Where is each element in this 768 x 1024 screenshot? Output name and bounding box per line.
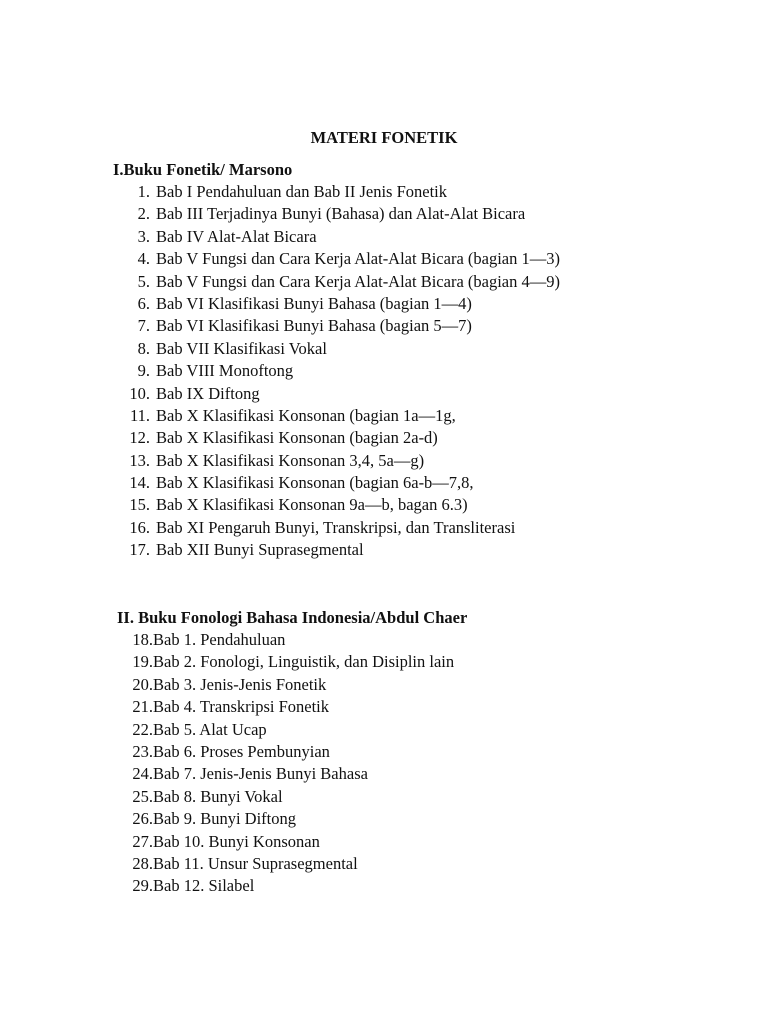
list-item-text: Bab VIII Monoftong — [156, 361, 294, 381]
list-item — [119, 629, 454, 651]
list-item — [126, 427, 560, 449]
list-item — [126, 338, 560, 360]
list-item-text: Bab VI Klasifikasi Bunyi Bahasa (bagian 5—7) — [156, 316, 472, 336]
list-item — [126, 517, 560, 539]
section-1-heading: I.Buku Fonetik/ Marsono — [113, 160, 293, 179]
list-item-text: Bab IX Diftong — [156, 383, 260, 403]
list-item-text: Bab X Klasifikasi Konsonan 3,4, 5a—g) — [156, 450, 425, 470]
list-item-text: Bab 6. Proses Pembunyian — [153, 741, 330, 761]
list-item — [126, 383, 560, 405]
list-item-number: 27. — [132, 831, 153, 851]
list-item-text: Bab 2. Fonologi, Linguistik, dan Disiplin lain — [153, 652, 455, 672]
list-item — [119, 875, 454, 897]
list-item — [126, 539, 560, 561]
list-item — [126, 494, 560, 516]
list-item-number: 18. — [132, 630, 153, 649]
list-item-text: Bab V Fungsi dan Cara Kerja Alat-Alat Bicara (bagian 4—9) — [156, 271, 560, 291]
list-item — [126, 248, 560, 270]
list-item-text: Bab X Klasifikasi Konsonan (bagian 1a—1g, — [156, 405, 456, 425]
list-item-text: Bab 7. Jenis-Jenis Bunyi Bahasa — [153, 764, 368, 784]
list-item-text: Bab 5. Alat Ucap — [153, 719, 267, 739]
list-item — [119, 696, 454, 718]
list-item — [126, 315, 560, 337]
section-1-list — [126, 181, 560, 562]
list-item — [119, 808, 454, 830]
list-item-number: 13. — [129, 450, 150, 470]
list-item-number: 11. — [129, 405, 150, 425]
list-item-number: 4. — [137, 249, 150, 269]
list-item-number: 17. — [129, 540, 150, 560]
list-item — [119, 786, 454, 808]
list-item-text: Bab 3. Jenis-Jenis Fonetik — [153, 674, 327, 694]
list-item-text: Bab X Klasifikasi Konsonan (bagian 6a-b—7,8, — [156, 473, 474, 493]
list-item — [126, 360, 560, 382]
list-item-text: Bab 10. Bunyi Konsonan — [153, 831, 320, 851]
list-item-text: Bab X Klasifikasi Konsonan 9a—b, bagan 6.3) — [156, 495, 468, 515]
page-title: MATERI FONETIK — [310, 128, 458, 147]
section-2-heading: II. Buku Fonologi Bahasa Indonesia/Abdul Chaer — [117, 608, 468, 627]
list-item-text: Bab 1. Pendahuluan — [153, 630, 286, 649]
list-item — [119, 831, 454, 853]
list-item — [126, 405, 560, 427]
list-item-number: 12. — [129, 428, 150, 448]
list-item-text: Bab VI Klasifikasi Bunyi Bahasa (bagian 1—4) — [156, 293, 472, 313]
section-2-list — [119, 629, 454, 898]
list-item — [119, 853, 454, 875]
list-item-number: 8. — [137, 338, 150, 358]
list-item — [119, 651, 454, 673]
list-item-number: 6. — [137, 293, 150, 313]
list-item-text: Bab XII Bunyi Suprasegmental — [156, 540, 364, 560]
list-item — [119, 674, 454, 696]
list-item-number: 3. — [137, 226, 150, 246]
list-item-number: 5. — [137, 271, 150, 291]
list-item-number: 7. — [137, 316, 150, 336]
list-item-number: 16. — [129, 517, 150, 537]
list-item-text: Bab VII Klasifikasi Vokal — [156, 338, 327, 358]
list-item-number: 21. — [132, 697, 153, 717]
list-item-number: 10. — [129, 383, 150, 403]
list-item-number: 28. — [132, 853, 153, 873]
list-item-text: Bab 8. Bunyi Vokal — [153, 786, 283, 806]
list-item-text: Bab III Terjadinya Bunyi (Bahasa) dan Alat-Alat Bicara — [156, 204, 526, 224]
list-item-number: 24. — [132, 764, 153, 784]
list-item-text: Bab X Klasifikasi Konsonan (bagian 2a-d) — [156, 428, 438, 448]
list-item-number: 19. — [132, 652, 153, 672]
list-item — [126, 181, 560, 203]
list-item-text: Bab V Fungsi dan Cara Kerja Alat-Alat Bicara (bagian 1—3) — [156, 249, 560, 269]
list-item — [126, 472, 560, 494]
list-item-number: 22. — [132, 719, 153, 739]
list-item-text: Bab XI Pengaruh Bunyi, Transkripsi, dan Transliterasi — [156, 517, 516, 537]
list-item — [126, 226, 560, 248]
list-item-text: Bab 9. Bunyi Diftong — [153, 809, 296, 829]
list-item-text: Bab 4. Transkripsi Fonetik — [153, 697, 330, 717]
list-item-number: 20. — [132, 674, 153, 694]
list-item-text: Bab 12. Silabel — [153, 876, 255, 896]
list-item — [126, 450, 560, 472]
list-item-number: 23. — [132, 741, 153, 761]
list-item-number: 2. — [137, 204, 150, 224]
list-item-number: 1. — [137, 182, 150, 201]
list-item-number: 26. — [132, 809, 153, 829]
list-item-text: Bab IV Alat-Alat Bicara — [156, 226, 317, 246]
list-item — [126, 293, 560, 315]
list-item-number: 15. — [129, 495, 150, 515]
list-item — [119, 719, 454, 741]
list-item-number: 14. — [129, 473, 150, 493]
list-item-number: 29. — [132, 876, 153, 896]
list-item-text: Bab I Pendahuluan dan Bab II Jenis Fonetik — [156, 182, 447, 201]
list-item — [126, 203, 560, 225]
list-item-number: 25. — [132, 786, 153, 806]
list-item — [119, 763, 454, 785]
list-item-text: Bab 11. Unsur Suprasegmental — [153, 853, 358, 873]
list-item — [119, 741, 454, 763]
list-item-number: 9. — [137, 361, 150, 381]
list-item — [126, 271, 560, 293]
